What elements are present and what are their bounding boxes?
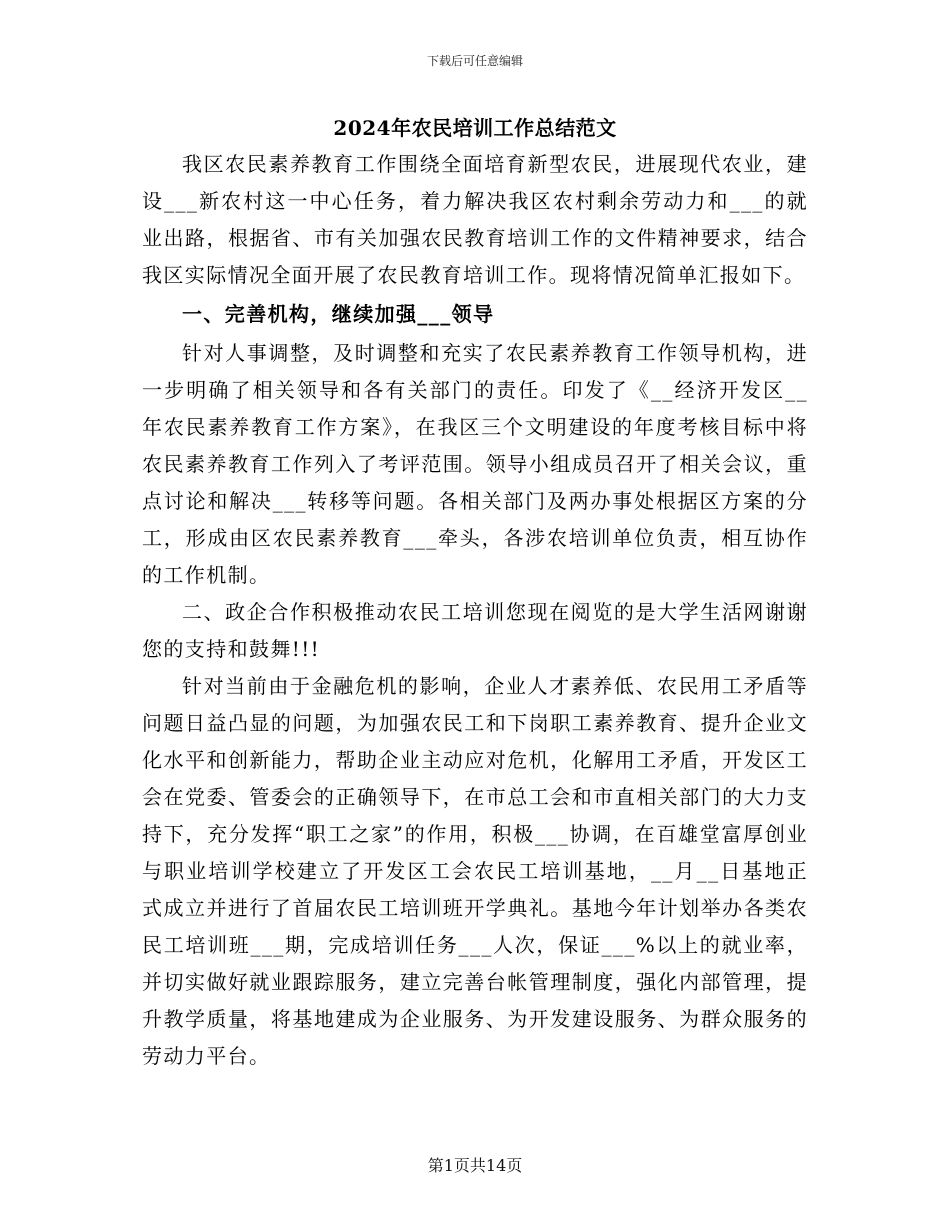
intro-paragraph: 我区农民素养教育工作围绕全面培育新型农民，进展现代农业，建设___新农村这一中心任务，着力解决我区农村剩余劳动力和___的就业出路，根据省、市有关加强农民教育培训工作的文件精神要求，结合我区实际情况全面开展了农民教育培训工作。现将情况简单汇报如下。 [142,152,808,287]
section-heading-1: 一、完善机构，继续加强___领导 [182,302,495,326]
section-heading-2: 二、政企合作积极推动农民工培训您现在阅览的是大学生活网谢谢您的支持和鼓舞!!! [142,600,808,661]
section-1-paragraph: 针对人事调整，及时调整和充实了农民素养教育工作领导机构，进一步明确了相关领导和各有关部门的责任。印发了《__经济开发区__年农民素养教育工作方案》，在我区三个文明建设的年度考核目标中将农民素养教育工作列入了考评范围。领导小组成员召开了相关会议，重点讨论和解决___转移等问题。各相关部门及两办事处根据区方案的分工，形成由区农民素养教育___牵头，各涉农培训单位负责，相互协作的工作机制。 [142,341,808,587]
document-body [142,146,808,1075]
document-title: 2024年农民培训工作总结范文 [333,116,617,140]
section-2-paragraph: 针对当前由于金融危机的影响，企业人才素养低、农民用工矛盾等问题日益凸显的问题，为加强农民工和下岗职工素养教育、提升企业文化水平和创新能力，帮助企业主动应对危机，化解用工矛盾，开发区工会在党委、管委会的正确领导下，在市总工会和市直相关部门的大力支持下，充分发挥“职工之家”的作用，积极___协调，在百雄堂富厚创业与职业培训学校建立了开发区工会农民工培训基地，__月__日基地正式成立并进行了首届农民工培训班开学典礼。基地今年计划举办各类农民工培训班___期，完成培训任务___人次，保证___%以上的就业率，并切实做好就业跟踪服务，建立完善台帐管理制度，强化内部管理，提升教学质量，将基地建成为企业服务、为开发建设服务、为群众服务的劳动力平台。 [142,674,808,1068]
header-note: 下载后可任意编辑 [426,54,523,68]
page-number-footer: 第1页共14页 [427,1156,523,1175]
